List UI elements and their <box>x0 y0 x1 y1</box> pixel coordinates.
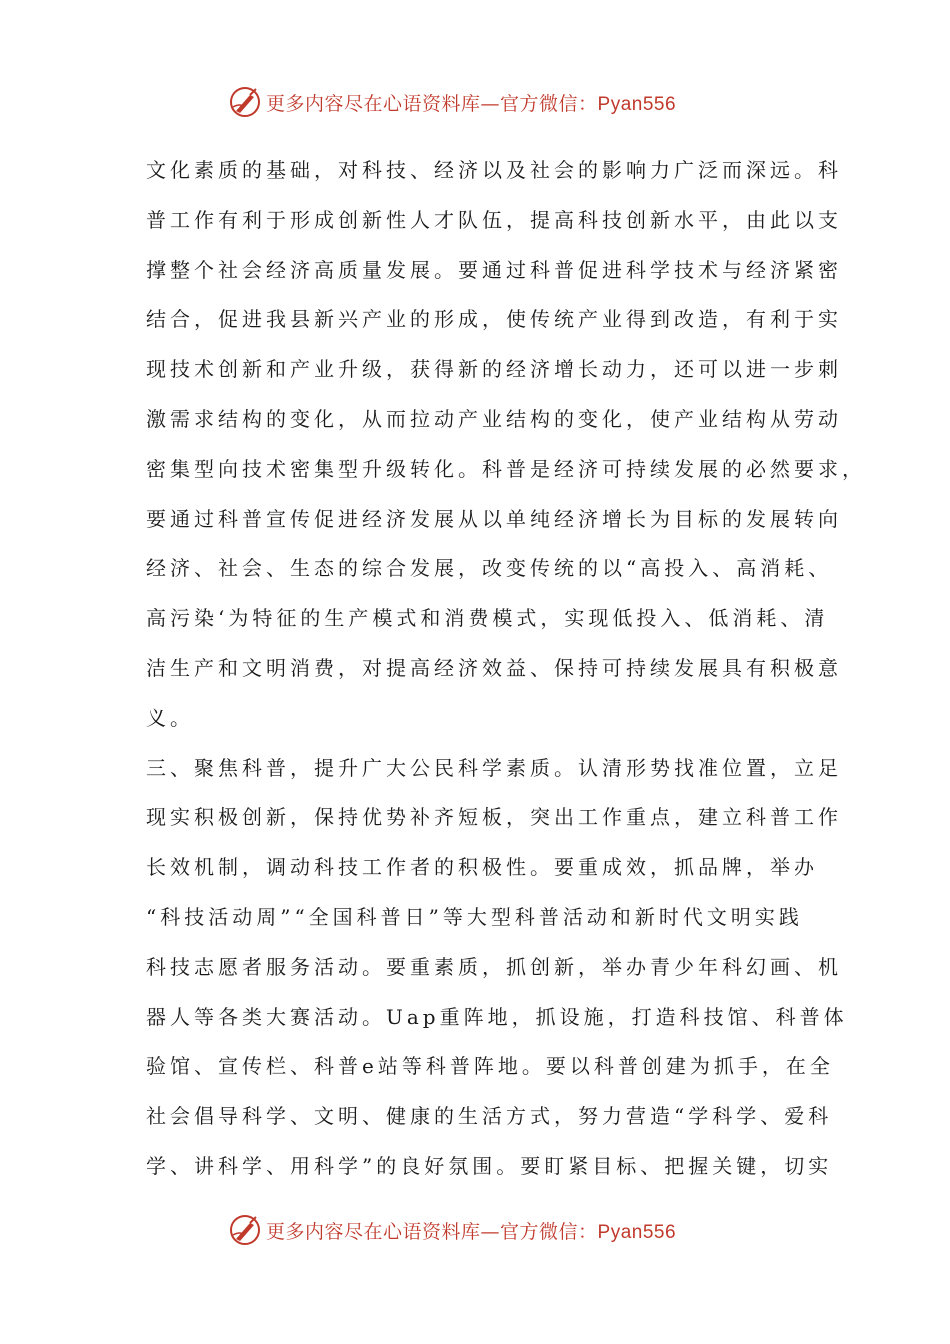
text-line: 经济、社会、生态的综合发展，改变传统的以“高投入、高消耗、 <box>146 556 833 581</box>
text-line: 要通过科普宣传促进经济发展从以单纯经济增长为目标的发展转向 <box>146 506 842 531</box>
text-line: 激需求结构的变化，从而拉动产业结构的变化，使产业结构从劳动 <box>146 406 842 431</box>
header-banner-text <box>266 89 676 116</box>
header-banner <box>228 82 748 122</box>
document-body <box>146 146 866 1192</box>
text-line: 学、讲科学、用科学”的良好氛围。要盯紧目标、把握关键，切实 <box>146 1153 833 1178</box>
text-line: 撑整个社会经济高质量发展。要通过科普促进科学技术与经济紧密 <box>146 257 842 282</box>
text-line: 密集型向技术密集型升级转化。科普是经济可持续发展的必然要求， <box>146 456 866 481</box>
text-line: 高污染‘为特征的生产模式和消费模式，实现低投入、低消耗、清 <box>146 606 829 631</box>
text-line: 科技志愿者服务活动。要重素质，抓创新，举办青少年科幻画、机 <box>146 954 842 979</box>
footer-banner-main: 更多内容尽在心语资料库—官方微信： <box>266 1220 598 1243</box>
text-line: 器人等各类大赛活动。Uap重阵地，抓设施，打造科技馆、科普体 <box>146 1004 848 1029</box>
text-line: 社会倡导科学、文明、健康的生活方式，努力营造“学科学、爱科 <box>146 1104 833 1129</box>
text-line: 现技术创新和产业升级，获得新的经济增长动力，还可以进一步刺 <box>146 357 842 382</box>
text-line: 普工作有利于形成创新性人才队伍，提高科技创新水平，由此以支 <box>146 207 842 232</box>
pen-logo-icon <box>228 85 262 119</box>
text-line: 验馆、宣传栏、科普e站等科普阵地。要以科普创建为抓手，在全 <box>146 1054 834 1079</box>
text-line: 三、聚焦科普，提升广大公民科学素质。认清形势找准位置，立足 <box>146 755 842 780</box>
text-line: 现实积极创新，保持优势补齐短板，突出工作重点，建立科普工作 <box>146 805 842 830</box>
footer-banner <box>228 1210 748 1250</box>
text-line: 长效机制，调动科技工作者的积极性。要重成效，抓品牌，举办 <box>146 855 818 880</box>
text-line: 洁生产和文明消费，对提高经济效益、保持可持续发展具有积极意 <box>146 655 842 680</box>
header-banner-wechat: Pyan556 <box>597 93 677 115</box>
text-line: 义。 <box>146 705 194 730</box>
footer-banner-wechat: Pyan556 <box>597 1221 677 1243</box>
text-line: “科技活动周”“全国科普日”等大型科普活动和新时代文明实践 <box>146 904 803 929</box>
pen-logo-icon <box>228 1213 262 1247</box>
text-line: 结合，促进我县新兴产业的形成，使传统产业得到改造，有利于实 <box>146 307 842 332</box>
header-banner-main: 更多内容尽在心语资料库—官方微信： <box>266 92 598 115</box>
text-line: 文化素质的基础，对科技、经济以及社会的影响力广泛而深远。科 <box>146 158 842 182</box>
footer-banner-text <box>266 1217 676 1244</box>
